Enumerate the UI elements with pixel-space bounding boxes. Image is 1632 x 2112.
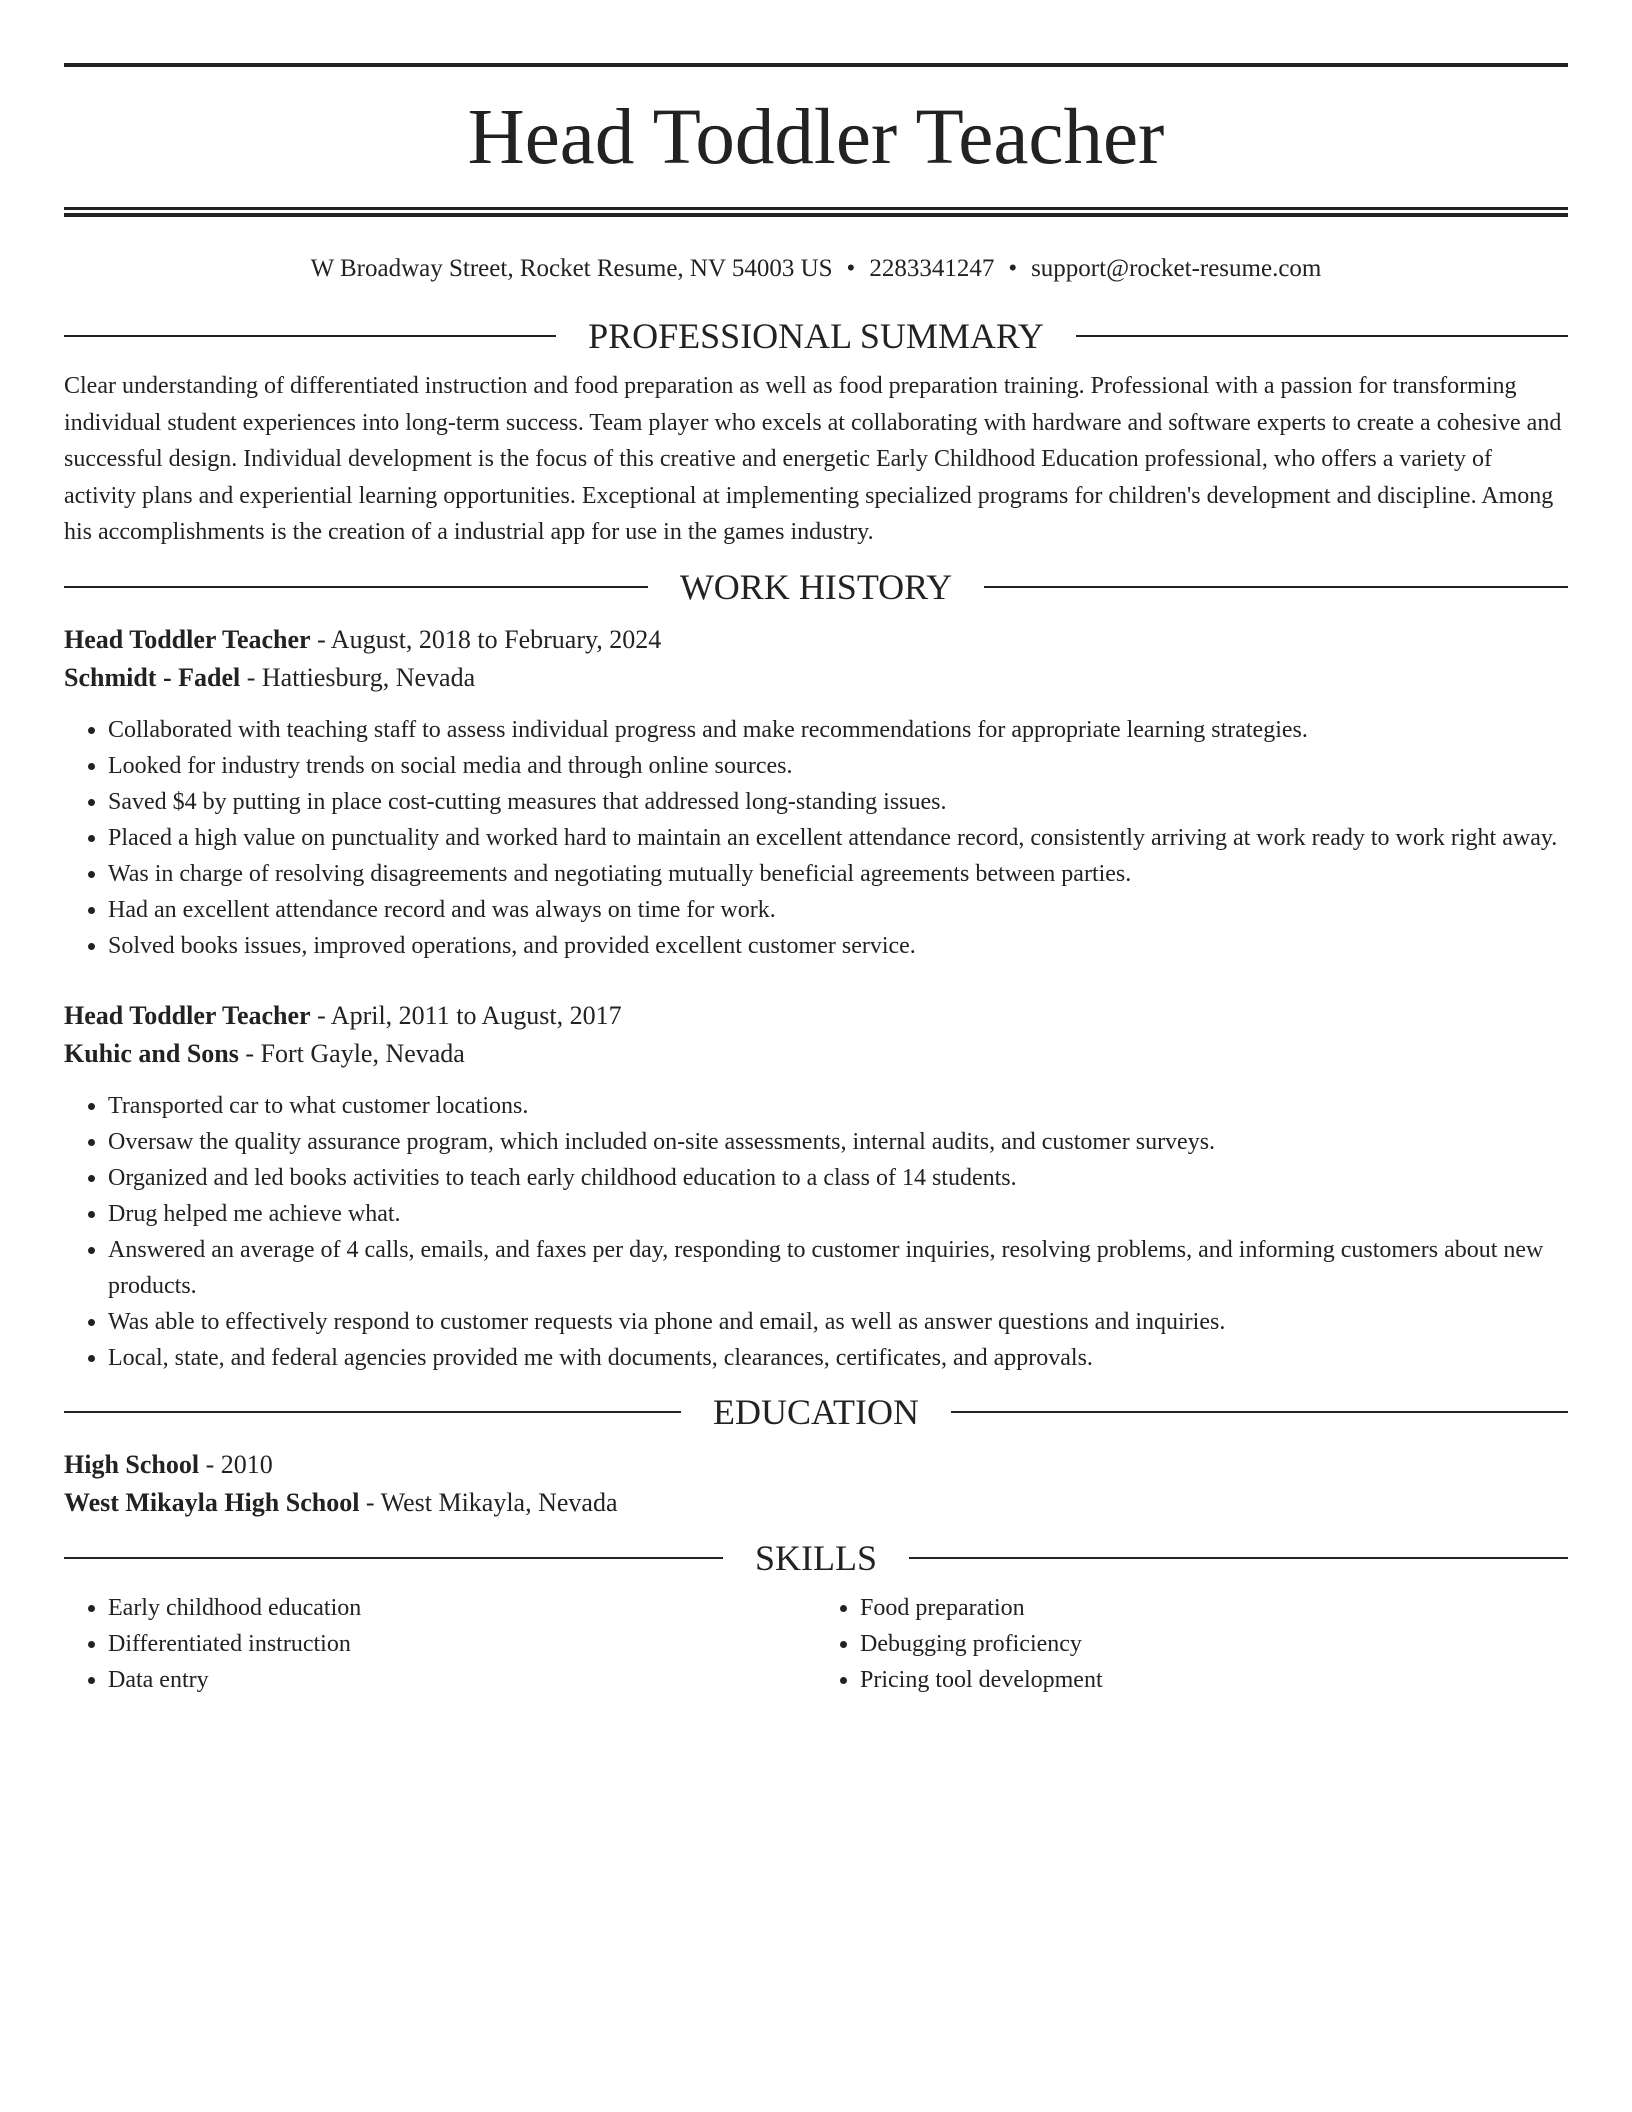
job-dates: - April, 2011 to August, 2017 xyxy=(310,1000,622,1030)
list-item: • Local, state, and federal agencies provided me with documents, clearances, certificates, and approvals. xyxy=(108,1340,1568,1376)
job-bullets xyxy=(64,1088,1568,1376)
job-entry xyxy=(64,997,1568,1376)
education-degree-line xyxy=(64,1446,1568,1484)
resume-title: Head Toddler Teacher xyxy=(467,93,1165,181)
list-item: • Solved books issues, improved operations, and provided excellent customer service. xyxy=(108,928,1568,964)
education-entry xyxy=(64,1446,1568,1522)
job-company: Schmidt - Fadel xyxy=(64,662,241,692)
job-dates: - August, 2018 to February, 2024 xyxy=(310,624,662,654)
education-school-line xyxy=(64,1484,1568,1522)
heading-rule xyxy=(64,335,556,337)
contact-separator: • xyxy=(846,255,856,282)
contact-line xyxy=(64,253,1568,285)
skill-item: • Data entry xyxy=(108,1662,816,1698)
list-item: • Was in charge of resolving disagreements and negotiating mutually beneficial agreements between parties. xyxy=(108,856,1568,892)
section-heading-work xyxy=(64,567,1568,607)
job-location: - Hattiesburg, Nevada xyxy=(240,662,476,692)
job-company-line xyxy=(64,1035,1568,1073)
list-item: • Collaborated with teaching staff to assess individual progress and make recommendations for appropriate learning strategies. xyxy=(108,712,1568,748)
heading-rule xyxy=(64,1411,681,1413)
job-company-line xyxy=(64,659,1568,697)
list-item: • Answered an average of 4 calls, emails, and faxes per day, responding to customer inquiries, resolving problems, and informing customers about new products. xyxy=(108,1232,1568,1304)
job-entry xyxy=(64,621,1568,964)
section-heading-summary xyxy=(64,316,1568,356)
list-item: • Had an excellent attendance record and was always on time for work. xyxy=(108,892,1568,928)
section-heading-skills xyxy=(64,1538,1568,1578)
job-title-line xyxy=(64,621,1568,659)
heading-rule xyxy=(1076,335,1568,337)
skills-list-right xyxy=(816,1590,1568,1698)
heading-rule xyxy=(984,586,1568,588)
skill-item: • Food preparation xyxy=(860,1590,1568,1626)
heading-rule xyxy=(909,1557,1568,1559)
section-title: PROFESSIONAL SUMMARY xyxy=(588,316,1044,356)
section-title: WORK HISTORY xyxy=(679,566,953,607)
job-title-line xyxy=(64,997,1568,1035)
list-item: • Oversaw the quality assurance program, which included on-site assessments, internal audits, and customer surveys. xyxy=(108,1124,1568,1160)
skills-list-left xyxy=(64,1590,816,1698)
contact-address: W Broadway Street, Rocket Resume, NV 54003 US xyxy=(310,255,833,282)
education-degree: High School xyxy=(64,1449,200,1479)
contact-phone: 2283341247 xyxy=(869,255,995,282)
skill-item: • Early childhood education xyxy=(108,1590,816,1626)
heading-rule xyxy=(64,586,648,588)
title-double-rule xyxy=(64,207,1568,217)
list-item: • Transported car to what customer locations. xyxy=(108,1088,1568,1124)
heading-rule xyxy=(64,1557,723,1559)
section-title: SKILLS xyxy=(755,1537,878,1578)
list-item: • Organized and led books activities to teach early childhood education to a class of 14 students. xyxy=(108,1160,1568,1196)
list-item: • Was able to effectively respond to customer requests via phone and email, as well as answer questions and inquiries. xyxy=(108,1304,1568,1340)
job-title: Head Toddler Teacher xyxy=(64,624,311,654)
skills-columns xyxy=(64,1590,1568,1698)
skill-item: • Debugging proficiency xyxy=(860,1626,1568,1662)
job-title: Head Toddler Teacher xyxy=(64,1000,311,1030)
skill-item: • Differentiated instruction xyxy=(108,1626,816,1662)
list-item: • Saved $4 by putting in place cost-cutting measures that addressed long-standing issues. xyxy=(108,784,1568,820)
job-company: Kuhic and Sons xyxy=(64,1038,239,1068)
list-item: • Placed a high value on punctuality and worked hard to maintain an excellent attendance record, consistently arriving at work ready to work right away. xyxy=(108,820,1568,856)
list-item: • Drug helped me achieve what. xyxy=(108,1196,1568,1232)
list-item: • Looked for industry trends on social media and through online sources. xyxy=(108,748,1568,784)
heading-rule xyxy=(951,1411,1568,1413)
contact-separator: • xyxy=(1008,255,1018,282)
education-location: - West Mikayla, Nevada xyxy=(359,1487,618,1517)
section-title: EDUCATION xyxy=(713,1391,919,1432)
education-year: - 2010 xyxy=(199,1449,273,1479)
summary-text: Clear understanding of differentiated instruction and food preparation as well as food preparation training. Professional with a passion for transforming individual student experiences into long-term success. Team player who excels at collaborating with hardware and software experts to create a cohesive and successful design. Individual development is the focus of this creative and energetic Early Childhood Education professional, who offers a variety of activity plans and experiential learning opportunities. Exceptional at implementing specialized programs for children's development and discipline. Among his accomplishments is the creation of a industrial app for use in the games industry. xyxy=(64,373,1562,545)
education-school: West Mikayla High School xyxy=(64,1487,360,1517)
job-location: - Fort Gayle, Nevada xyxy=(238,1038,465,1068)
section-heading-education xyxy=(64,1392,1568,1432)
job-bullets xyxy=(64,712,1568,964)
contact-email: support@rocket-resume.com xyxy=(1031,255,1322,282)
skill-item: • Pricing tool development xyxy=(860,1662,1568,1698)
